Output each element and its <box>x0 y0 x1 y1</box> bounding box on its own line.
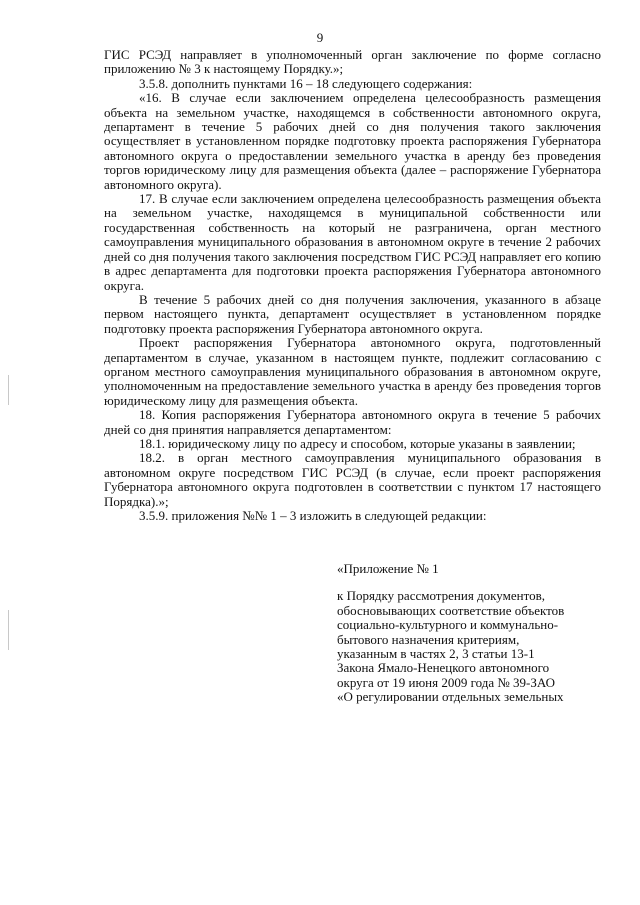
appendix-line: Закона Ямало-Ненецкого автономного <box>337 660 550 676</box>
scan-margin-mark <box>8 375 9 405</box>
paragraph: ГИС РСЭД направляет в уполномоченный орган заключение по форме согласно приложению № 3 к настоящему Порядку.»; <box>104 47 601 77</box>
body-text <box>104 48 601 523</box>
appendix-line: указанным в частях 2, 3 статьи 13-1 <box>337 646 535 662</box>
appendix-line: к Порядку рассмотрения документов, <box>337 588 545 604</box>
appendix-header <box>337 562 597 705</box>
scan-margin-mark <box>8 610 9 650</box>
paragraph: «16. В случае если заключением определена целесообразность размещения объекта на земельном участке, находящемся в собственности автономного округа, департамент в течение 5 рабочих дней со дня получения такого заключения осуществляет в установленном порядке подготовку проекта распоряжения Губернатора автономного округа о предоставлении земельного участка в аренду без проведения торгов юридическому лицу для размещения объекта (далее – распоряжение Губернатора автономного округа). <box>104 90 601 192</box>
paragraph: 17. В случае если заключением определена целесообразность размещения объекта на земельном участке, находящемся в муниципальной собственности или государственная собственность на который не разграничена, орган местного самоуправления муниципального образования в автономном округе в течение 2 рабочих дней со дня получения такого заключения посредством ГИС РСЭД направляет его копию в адрес департамента для подготовки проекта распоряжения Губернатора автономного округа. <box>104 191 601 293</box>
page-number: 9 <box>316 30 324 45</box>
appendix-line: округа от 19 июня 2009 года № 39-ЗАО <box>337 674 556 690</box>
paragraph: 3.5.8. дополнить пунктами 16 – 18 следующего содержания: <box>139 75 473 91</box>
paragraph: В течение 5 рабочих дней со дня получения заключения, указанного в абзаце первом настоящего пункта, департамент осуществляет в установленном порядке подготовку проекта распоряжения Губернатора автономного округа. <box>104 291 601 336</box>
appendix-line: обосновывающих соответствие объектов <box>337 602 565 618</box>
appendix-line: социально-культурного и коммунально- <box>337 617 559 633</box>
paragraph: 18.1. юридическому лицу по адресу и способом, которые указаны в заявлении; <box>139 435 576 451</box>
paragraph: 18. Копия распоряжения Губернатора автономного округа в течение 5 рабочих дней со дня принятия направляется департаментом: <box>104 407 601 437</box>
appendix-line: «О регулировании отдельных земельных <box>337 689 564 705</box>
appendix-title: «Приложение № 1 <box>337 561 439 576</box>
paragraph: 3.5.9. приложения №№ 1 – 3 изложить в следующей редакции: <box>139 508 487 523</box>
paragraph: Проект распоряжения Губернатора автономного округа, подготовленный департаментом в случае, указанном в настоящем пункте, подлежит согласованию с органом местного самоуправления муниципального образования в автономном округе, уполномоченным на предоставление земельного участка в аренду без проведения торгов юридическому лицу для размещения объекта. <box>104 335 601 408</box>
paragraph: 18.2. в орган местного самоуправления муниципального образования в автономном округе посредством ГИС РСЭД (в случае, если проект распоряжения Губернатора автономного округа подготовлен в соответствии с пунктом 17 настоящего Порядка).»; <box>104 450 601 509</box>
appendix-line: бытового назначения критериям, <box>337 631 520 647</box>
